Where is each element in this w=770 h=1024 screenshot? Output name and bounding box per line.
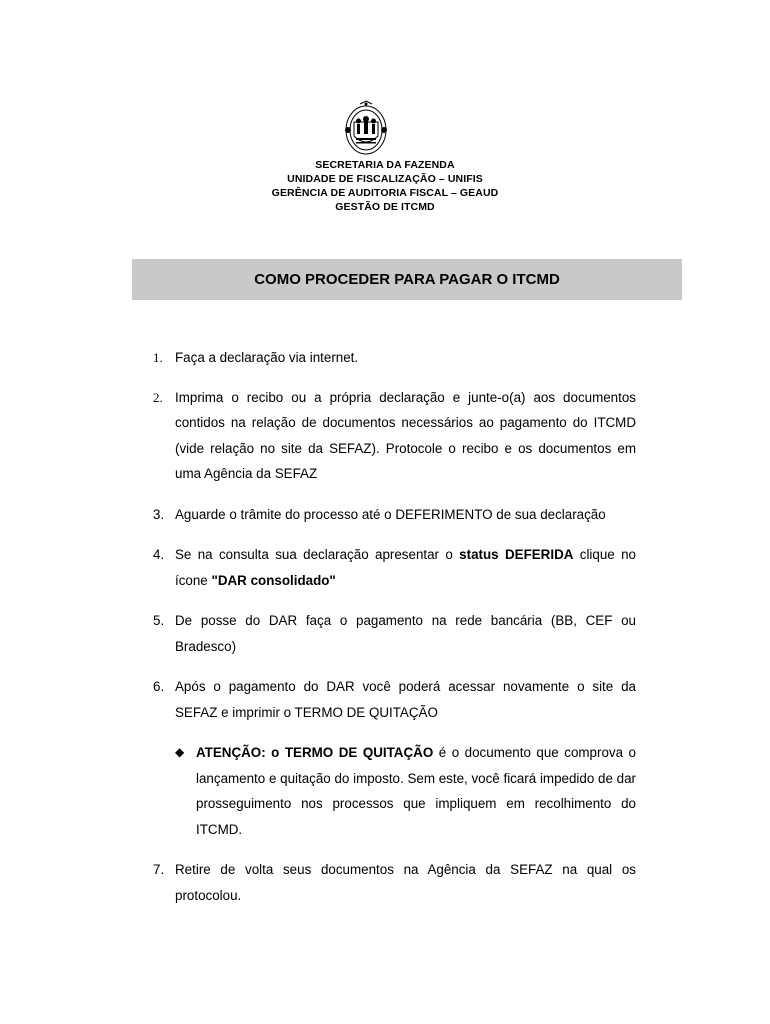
dar-consolidado: "DAR consolidado"	[211, 572, 336, 588]
step-text: De posse do DAR faça o pagamento na rede bancária (BB, CEF ou Bradesco)	[175, 613, 636, 654]
step-number: 6.	[153, 679, 165, 694]
step-item	[150, 542, 636, 593]
step-item	[150, 502, 636, 528]
step-text: Se na consulta sua declaração apresentar o status DEFERIDA clique no ícone "DAR consolidado"	[175, 547, 636, 588]
page-title: COMO PROCEDER PARA PAGAR O ITCMD	[132, 259, 682, 300]
step-number: 7.	[153, 862, 165, 877]
header-line-itcmd: GESTÃO DE ITCMD	[335, 201, 435, 213]
step-number: 2.	[153, 389, 163, 405]
attention-note	[150, 740, 636, 842]
step-item	[150, 674, 636, 725]
attention-text: é o documento que comprova o lançamento e quitação do imposto. Sem este, você ficará impedido de dar prosseguimento nos processos que impliquem em recolhimento do ITCMD.	[196, 745, 636, 837]
status-deferida: status DEFERIDA	[459, 547, 574, 562]
step-number: 4.	[153, 547, 165, 562]
attention-label: ATENÇÃO: o TERMO DE QUITAÇÃO	[196, 745, 434, 760]
step-item	[150, 345, 636, 371]
step-number: 1.	[153, 350, 163, 365]
organization-header	[0, 158, 770, 214]
coat-of-arms-seal-icon	[340, 100, 392, 158]
step-number: 5.	[153, 613, 165, 628]
diamond-bullet-icon: ◆	[175, 745, 185, 759]
step-item	[150, 857, 636, 908]
header-line-secretaria: SECRETARIA DA FAZENDA	[315, 159, 455, 171]
step-text: Retire de volta seus documentos na Agência da SEFAZ na qual os protocolou.	[175, 862, 636, 903]
header-line-unifis: UNIDADE DE FISCALIZAÇÃO – UNIFIS	[287, 173, 483, 185]
step-item	[150, 608, 636, 659]
header-line-geaud: GERÊNCIA DE AUDITORIA FISCAL – GEAUD	[271, 187, 499, 199]
step-text: Aguarde o trâmite do processo até o DEFERIMENTO de sua declaração	[175, 506, 606, 522]
step-number: 3.	[153, 506, 165, 522]
step-text: Após o pagamento do DAR você poderá acessar novamente o site da SEFAZ e imprimir o TERMO DE QUITAÇÃO	[175, 679, 636, 720]
step-text: Imprima o recibo ou a própria declaração e junte-o(a) aos documentos contidos na relação de documentos necessários ao pagamento do ITCMD (vide relação no site da SEFAZ). Protocole o recibo e os documentos em uma Agência da SEFAZ	[175, 389, 636, 481]
step-text: Faça a declaração via internet.	[175, 350, 359, 365]
step-item	[150, 385, 636, 487]
steps-list	[150, 345, 636, 908]
